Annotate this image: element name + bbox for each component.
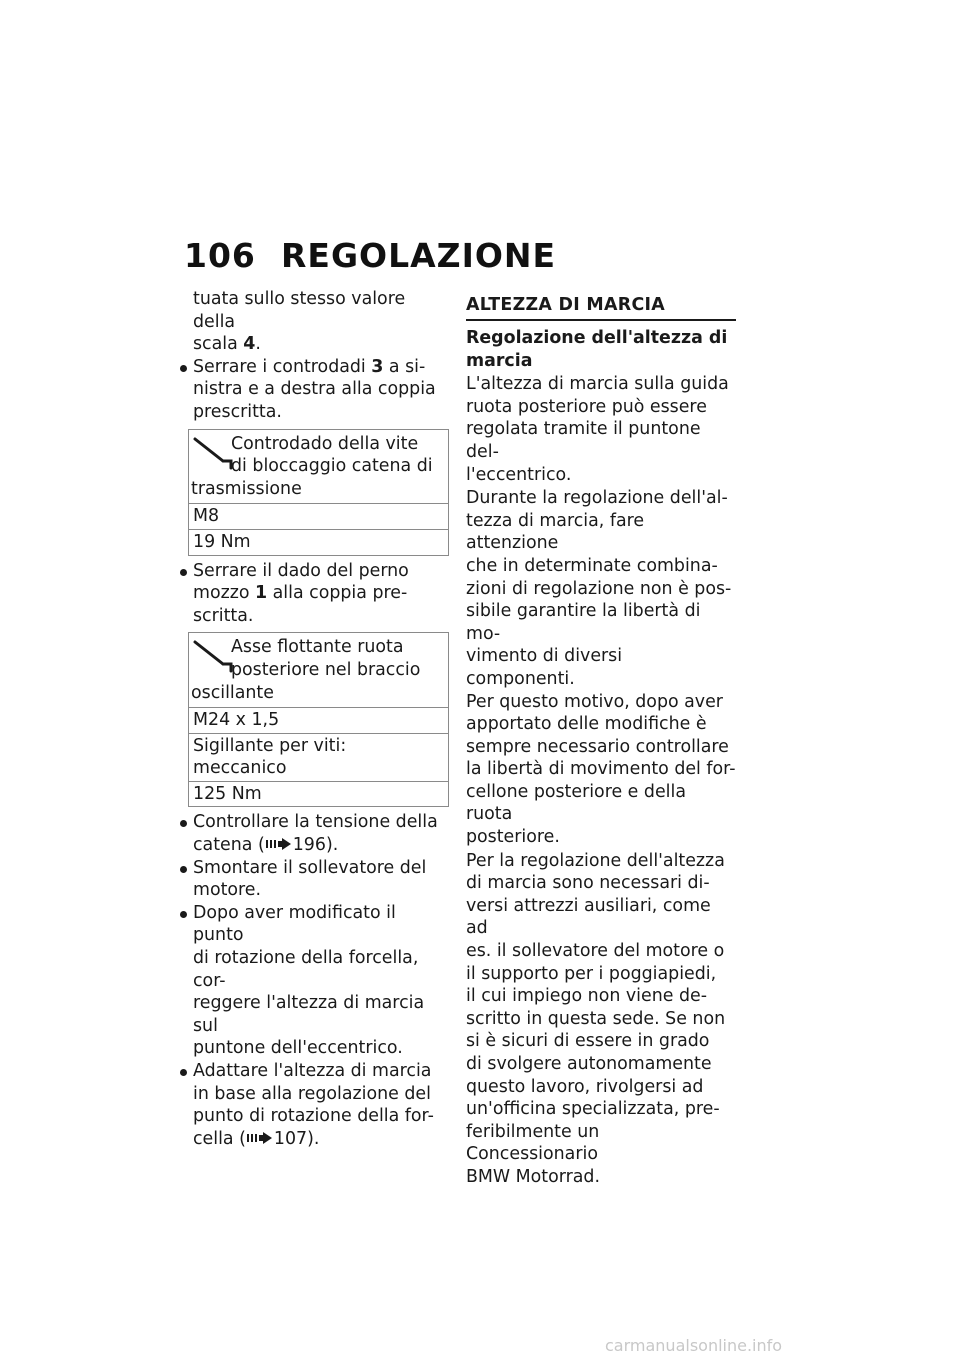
list-item-text: a si- nistra e a destra alla coppia prescritta. <box>193 356 436 422</box>
spec-torque: 125 Nm <box>189 781 448 807</box>
spec-part-name: Asse flottante ruota posteriore nel braccio <box>231 637 421 680</box>
right-column <box>466 288 736 1190</box>
list-item-remove-lifter: Smontare il sollevatore del motore. <box>176 857 448 902</box>
page-title: REGOLAZIONE <box>281 236 557 275</box>
page-ref-arrow-icon <box>246 1131 274 1145</box>
paragraph-tools: Per la regolazione dell'altezza di marcia sono necessari di- versi attrezzi ausiliari, come ad es. il sollevatore del motore o il supporto per i poggiapiedi, il cui impiego non viene de- scritto in questa sede. Se non si è sicuri di essere in grado di svolgere autonomamente questo lavoro, rivolgersi ad un'officina specializzata, pre- feribilmente un Concessionario BMW Motorrad. <box>466 850 726 1187</box>
subsection-title: Regolazione dell'altezza di marcia <box>466 328 728 371</box>
spec-thread: M8 <box>189 503 448 529</box>
list-item-text: Controllare la tensione della catena ( <box>193 812 438 856</box>
left-column <box>176 288 448 1150</box>
list-item-correct-height: Dopo aver modificato il punto di rotazione della forcella, cor- reggere l'altezza di marcia sul puntone dell'eccentrico. <box>176 902 448 1060</box>
torque-spec-table-1 <box>188 429 449 556</box>
list-item-axle-nut <box>176 560 448 628</box>
part-ref: 1 <box>255 583 268 604</box>
torque-wrench-icon <box>193 436 235 470</box>
spec-header <box>189 633 448 707</box>
page-ref[interactable]: 107 <box>273 1128 308 1149</box>
spec-part-name-end: trasmissione <box>191 478 302 499</box>
torque-wrench-icon <box>193 639 235 673</box>
list-item-text: alla coppia pre- scritta. <box>193 583 408 626</box>
list-item-adapt-height <box>176 1060 448 1150</box>
spec-torque: 19 Nm <box>189 529 448 555</box>
list-item-text: Adattare l'altezza di marcia in base alla regolazione del punto di rotazione della for- cella ( <box>193 1061 434 1149</box>
watermark: carmanualsonline.info <box>605 1336 783 1355</box>
list-item-locknuts <box>176 356 448 424</box>
list-item-text: Serrare il dado del perno mozzo <box>193 560 409 604</box>
list-item-text: Serrare i controdadi <box>193 356 372 377</box>
spec-sealant: Sigillante per viti: meccanico <box>189 733 448 781</box>
spec-thread: M24 x 1,5 <box>189 707 448 733</box>
continued-text-line: tuata sullo stesso valore della scala <box>193 289 406 355</box>
section-title: ALTEZZA DI MARCIA <box>466 294 736 321</box>
page-ref[interactable]: 196 <box>292 835 326 856</box>
scale-ref: 4 <box>243 334 256 355</box>
paragraph-intro: L'altezza di marcia sulla guida ruota posteriore può essere regolata tramite il puntone del- l'eccentrico. <box>466 374 729 485</box>
continued-text <box>176 288 448 356</box>
continued-text-end: . <box>255 334 261 355</box>
page-header <box>184 236 556 275</box>
paragraph-caution: Durante la regolazione dell'al- tezza di marcia, fare attenzione che in determinate combina- zioni di regolazione non è pos- sibile garantire la libertà di mo- vimento di diversi componenti. Per questo motivo, dopo aver apportato delle modifiche è sempre necessario controllare la libertà di movimento del for- cellone posteriore e della ruota posteriore. <box>466 488 736 848</box>
page-ref-arrow-icon <box>265 837 293 851</box>
spec-part-name: Controdado della vite di bloccaggio catena di <box>231 433 433 477</box>
torque-spec-table-2 <box>188 632 449 807</box>
list-item-text: ). <box>325 835 339 856</box>
list-item-text: ). <box>307 1128 320 1149</box>
list-item-chain-tension <box>176 811 448 856</box>
page-number: 106 <box>184 236 256 275</box>
spec-header <box>189 430 448 504</box>
part-ref: 3 <box>371 356 384 377</box>
spec-part-name-end: oscillante <box>191 682 274 703</box>
